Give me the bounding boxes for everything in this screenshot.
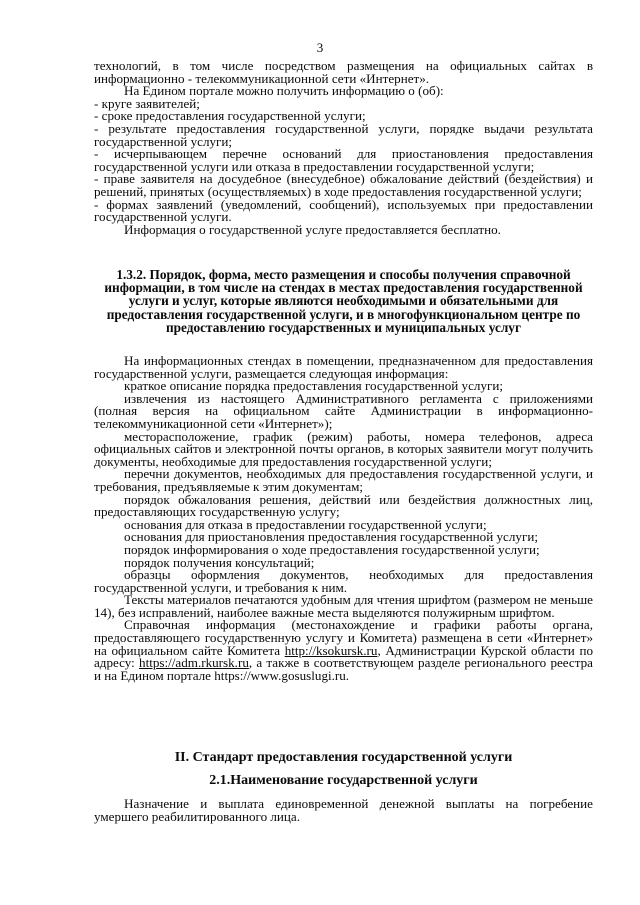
portal-info-item: - исчерпывающем перечне оснований для приостановления предоставления государственной услуги или отказа в предоставлении государственной услуги;: [94, 146, 593, 174]
section-2-1-body: [94, 798, 593, 823]
portal-info-item: - круге заявителей;: [94, 95, 200, 111]
stands-item: извлечения из настоящего Административного регламента с приложениями (полная версия на официальном сайте Администрации в информационно-телекоммуникационной сети «Интернет»);: [94, 390, 593, 431]
stands-item: образцы оформления документов, необходимых для предоставления государственной услуги, и требования к ним.: [94, 567, 593, 595]
stands-item: порядок информирования о ходе предоставления государственной услуги;: [124, 541, 540, 557]
portal-info-lead: На Едином портале можно получить информацию о (об):: [124, 83, 444, 99]
intro-block: [94, 60, 593, 236]
stands-item: краткое описание порядка предоставления государственной услуги;: [124, 378, 504, 394]
reference-info-text: , а также в соответствующем разделе регионального реестра и на Едином портале https://www.gosuslugi.ru.: [94, 655, 593, 683]
stands-item: порядок получения консультаций;: [124, 554, 315, 570]
free-of-charge-note: Информация о государственной услуге предоставляется бесплатно.: [124, 221, 501, 237]
section-heading-2: II. Стандарт предоставления государственной услуги: [174, 750, 513, 765]
section-heading-1-3-2: 1.3.2. Порядок, форма, место размещения и способы получения справочной информации, в том числе на стендах в местах предоставления государственной услуги и услуг, которые являются необходимыми и обязательными для предоставления государственной услуги, и в многофункциональном центре по предоставлению государственных и муниципальных услуг: [104, 267, 583, 335]
intro-paragraph: технологий, в том числе посредством размещения на официальных сайтах в информационно - телекоммуникационной сети «Интернет».: [94, 58, 593, 86]
page-number: 3: [316, 40, 324, 55]
service-name-text: Назначение и выплата единовременной денежной выплаты на погребение умершего реабилитированного лица.: [94, 796, 593, 824]
stands-item: перечни документов, необходимых для предоставления государственной услуги, и требования, предъявляемые к этим документам;: [94, 466, 593, 494]
reference-info-text: Справочная информация (местонахождение и графики работы органа, предоставляющего государственную услугу и Комитета) размещена в сети «Интернет» на официальном сайте Комитета: [94, 617, 593, 658]
portal-info-item: - формах заявлений (уведомлений, сообщений), используемых при предоставлении государственной услуги.: [94, 196, 593, 225]
stands-item: месторасположение, график (режим) работы, номера телефонов, адреса официальных сайтов и электронной почты органов, в которых заявители могут получить документы, необходимые для предоставления государственной услуги;: [94, 428, 593, 469]
portal-info-item: - праве заявителя на досудебное (внесудебное) обжалование действий (бездействия) и решений, принятых (осуществляемых) в ходе предоставления государственной услуги;: [94, 171, 593, 199]
section-1-3-2-body: [94, 355, 593, 682]
committee-site-link[interactable]: http://ksokursk.ru: [284, 642, 378, 658]
stands-item: основания для приостановления предоставления государственной услуги;: [124, 529, 538, 545]
portal-info-item: - результате предоставления государственной услуги, порядке выдачи результата государственной услуги;: [94, 120, 593, 149]
reference-info-text: , Администрации Курской области по адресу:: [94, 642, 593, 671]
stands-lead: На информационных стендах в помещении, предназначенном для предоставления государственной услуги, размещается следующая информация:: [94, 353, 593, 381]
administration-site-link[interactable]: https://adm.rkursk.ru: [139, 655, 249, 671]
portal-info-item: - сроке предоставления государственной услуги;: [94, 108, 366, 124]
subsection-heading-2-1: 2.1.Наименование государственной услуги: [209, 773, 478, 788]
stands-item: порядок обжалования решения, действий или бездействия должностных лиц, предоставляющих государственную услугу;: [94, 491, 593, 520]
reference-info-paragraph: [94, 619, 593, 682]
stands-item: основания для отказа в предоставлении государственной услуги;: [124, 516, 487, 532]
fonts-note: Тексты материалов печатаются удобным для чтения шрифтом (размером не меньше 14), без исправлений, наиболее важные места выделяются полужирным шрифтом.: [94, 592, 593, 620]
